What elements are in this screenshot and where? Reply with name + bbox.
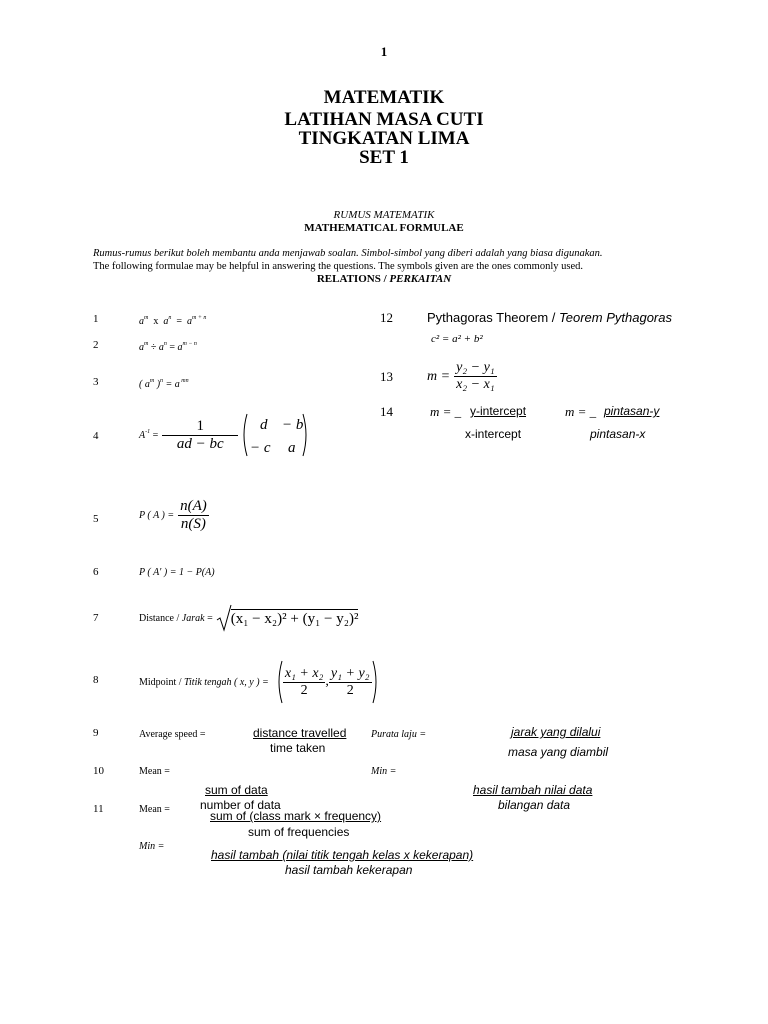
title-line-3: TINGKATAN LIMA	[298, 128, 470, 149]
item-number-1: 1	[93, 313, 99, 325]
formula-10-numerator-en: sum of data	[205, 783, 268, 797]
matrix-brackets	[240, 412, 310, 458]
formula-11-label-my: Min =	[139, 841, 165, 852]
formula-14-denominator-en: x-intercept	[465, 427, 522, 441]
section-heading	[0, 273, 768, 285]
item-number-10: 10	[93, 765, 104, 777]
item-number-6: 6	[93, 566, 99, 578]
formula-11-label-en: Mean =	[139, 804, 170, 815]
formula-8: Midpoint / Titik tengah ( x, y ) = $\frac{\text{x₁ + x₂}}{2}$ , $\frac{\text{y₁ + y₂}}{2}$	[139, 660, 380, 704]
formula-14-numerator-en: y-intercept	[470, 404, 527, 418]
formula-10-denominator-en: number of data	[200, 798, 281, 812]
item-number-14: 14	[380, 404, 393, 419]
item-number-9: 9	[93, 727, 99, 739]
svg-text:− b: − b	[282, 417, 304, 433]
formula-9-denominator-my: masa yang diambil	[508, 745, 609, 759]
title-line-1: MATEMATIK	[323, 87, 445, 108]
item-number-8: 8	[93, 674, 99, 686]
formula-4: $A^{-1}$ = $\frac{1}{ad - bc}$ d − b − c a	[139, 412, 310, 458]
formula-10-numerator-my: hasil tambah nilai data	[473, 783, 593, 797]
paren-left	[275, 660, 283, 704]
formula-13: m = $\frac{\text{y₂ − y₁}}{\text{x₂ − x₁}}$	[427, 360, 495, 392]
formula-1: $a^m$ x $a^n = a^{m + n}$	[139, 315, 207, 327]
formula-11-denominator-en: sum of frequencies	[248, 825, 350, 839]
formula-9-denominator-en: time taken	[270, 741, 326, 755]
paren-right	[372, 660, 380, 704]
formula-14-numerator-my: pintasan-y	[604, 404, 660, 418]
formula-11-denominator-my: hasil tambah kekerapan	[285, 863, 413, 877]
formula-10-label-en: Mean =	[139, 766, 170, 777]
item-number-11: 11	[93, 803, 104, 815]
formula-9-label-my: Purata laju =	[371, 729, 427, 740]
formula-10-denominator-my: bilangan data	[498, 798, 571, 812]
formula-6: P ( A′ ) = 1 − P(A)	[139, 567, 215, 578]
item-number-3: 3	[93, 376, 99, 388]
section-heading-sep: /	[380, 273, 390, 285]
formula-7: Distance / Jarak = (x₁ − x₂)² + (y₁ − y₂)²	[139, 604, 358, 632]
sqrt-sign	[216, 604, 232, 632]
svg-text:a: a	[288, 440, 296, 456]
formula-3: ( $a^m$ )$^n$ = a $^{mn}$	[139, 378, 189, 390]
item-number-13: 13	[380, 369, 393, 384]
item-number-2: 2	[93, 339, 99, 351]
formula-11-numerator-my: hasil tambah (nilai titik tengah kelas x kekerapan)	[211, 848, 474, 862]
formula-9-numerator-en: distance travelled	[253, 726, 347, 740]
item-number-12: 12	[380, 310, 393, 325]
title-line-4: SET 1	[359, 147, 409, 168]
formula-9-label-en: Average speed =	[139, 729, 206, 740]
formula-5: P ( A ) = $\frac{n(A)}{n(S)}$	[139, 498, 207, 532]
formula-12-equation: c² = a² + b²	[431, 333, 483, 345]
intro-malay: Rumus-rumus berikut boleh membantu anda menjawab soalan. Simbol-simbol yang diberi adalah yang biasa digunakan.	[93, 248, 603, 259]
formula-11-numerator-en: sum of (class mark × frequency)	[210, 809, 382, 823]
subtitle-malay: RUMUS MATEMATIK	[333, 209, 435, 221]
section-heading-my: PERKAITAN	[389, 273, 452, 285]
svg-text:− c: − c	[250, 440, 271, 456]
section-heading-en: RELATIONS	[316, 273, 381, 285]
formula-2: $a^m \div a^n = a^{m - n}$	[139, 341, 197, 353]
formula-14-lhs-en: m = _	[430, 404, 462, 419]
svg-text:d: d	[260, 417, 268, 433]
item-number-5: 5	[93, 513, 99, 525]
intro-english: The following formulae may be helpful in answering the questions. The symbols given are the ones commonly used.	[93, 261, 583, 272]
formula-12-label: Pythagoras Theorem / Teorem Pythagoras	[427, 310, 672, 325]
item-number-4: 4	[93, 430, 99, 442]
formula-14-lhs-my: m = _	[565, 404, 597, 419]
formula-9-numerator-my: jarak yang dilalui	[511, 725, 601, 739]
page-number: 1	[380, 44, 388, 59]
title-line-2: LATIHAN MASA CUTI	[284, 109, 484, 130]
formula-14-denominator-my: pintasan-x	[590, 427, 646, 441]
subtitle-english: MATHEMATICAL FORMULAE	[304, 222, 464, 234]
item-number-7: 7	[93, 612, 99, 624]
formula-10-label-my: Min =	[371, 766, 397, 777]
